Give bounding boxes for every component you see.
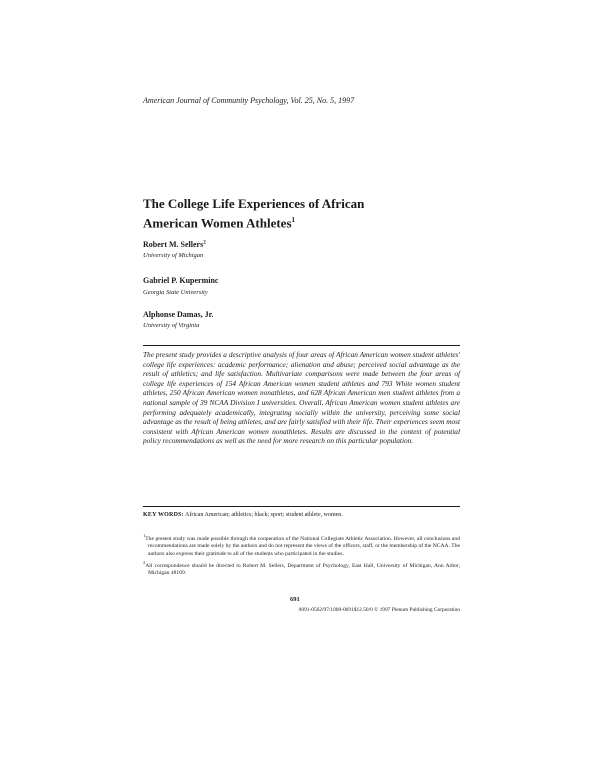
author-2-affiliation: Georgia State University — [143, 289, 208, 296]
issn-line: 0091-0562/97/1000-0691$12.50/0 © 1997 Plenum Publishing Corporation — [298, 607, 460, 613]
author-1: Robert M. Sellers$^2$ — [143, 240, 206, 249]
footnote-2: $^2$All correspondence should be directed to Robert M. Sellers, Department of Psychology, East Hall, University of Michigan, Ann Arbor, Michigan 48109. — [143, 559, 460, 577]
abstract-top-rule — [143, 345, 460, 346]
article-title — [143, 196, 443, 231]
title-line-1: The College Life Experiences of African — [143, 196, 365, 211]
author-2: Gabriel P. Kuperminc — [143, 276, 219, 285]
title-line-2: American Women Athletes — [143, 215, 292, 231]
abstract-bottom-rule — [143, 506, 460, 507]
author-1-affiliation: University of Michigan — [143, 252, 204, 259]
abstract: The present study provides a descriptive analysis of four areas of African American women student athletes' college life experiences: academic performance; alienation and abuse; perceived social advantage as the result of athletics; and life satisfaction. Multivariate comparisons were made between the four areas of college life experiences of 154 African American women student athletes and 793 White women student athletes, 250 African American women nonathletes, and 628 African American men student athletes from a national sample of 39 NCAA Division I universities. Overall, African American women student athletes are performing adequately academically, integrating socially within the university, perceiving some social advantage as the result of being athletes, and are fairly satisfied with their life. Their experiences seem most consistent with African American women nonathletes. Results are discussed in the context of potential policy recommendations as well as the need for more research on this particular population. — [143, 350, 460, 446]
journal-header: American Journal of Community Psychology, Vol. 25, No. 5, 1997 — [143, 96, 355, 105]
title-footnote-mark: 1 — [291, 216, 296, 224]
author-1-footnote-mark: 2 — [203, 240, 206, 246]
keywords — [143, 512, 460, 518]
page-number: 691 — [290, 596, 300, 603]
author-3-affiliation: University of Virginia — [143, 322, 200, 329]
keywords-label: KEY WORDS: — [143, 512, 184, 518]
keywords-list: African American; athletics; black; sport; student athlete, women. — [185, 512, 343, 518]
author-3: Alphonse Damas, Jr. — [143, 310, 214, 319]
footnote-1: $^1$The present study was made possible through the cooperation of the National Collegiate Athletic Association. However, all conclusions and recommendations are made solely by the authors and do not represent the views of the officers, staff, or the membership of the NCAA. The authors also express their gratitude to all of the students who participated in the studies. — [143, 533, 460, 558]
footnotes — [143, 532, 460, 578]
